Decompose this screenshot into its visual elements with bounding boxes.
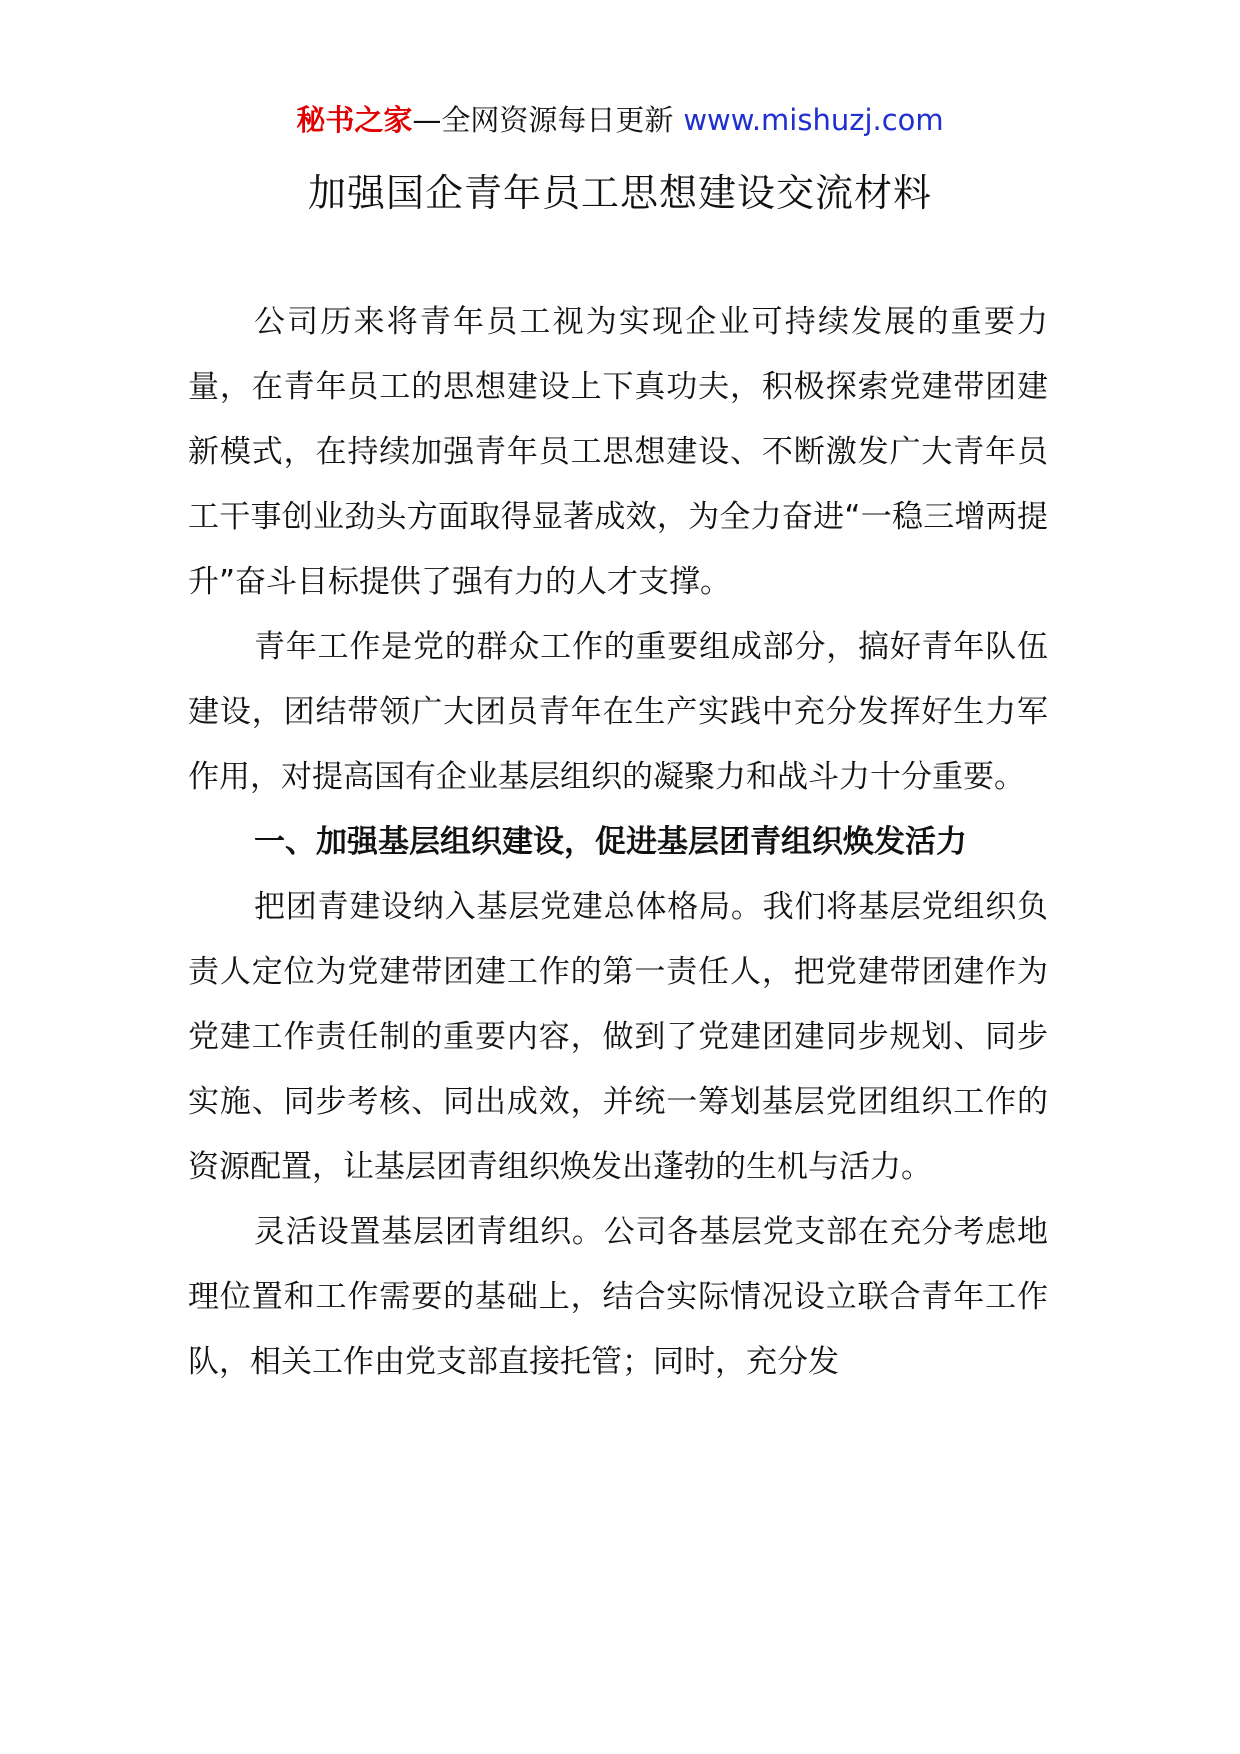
document-body [188, 290, 1048, 1395]
site-url-link[interactable]: www.mishuzj.com [683, 103, 944, 137]
intro-paragraph-2: 青年工作是党的群众工作的重要组成部分，搞好青年队伍建设，团结带领广大团员青年在生产实践中充分发挥好生力军作用，对提高国有企业基层组织的凝聚力和战斗力十分重要。 [188, 629, 1048, 795]
header-tagline: —全网资源每日更新 [412, 103, 674, 137]
document-title: 加强国企青年员工思想建设交流材料 [307, 171, 932, 215]
section1-paragraph-2: 灵活设置基层团青组织。公司各基层党支部在充分考虑地理位置和工作需要的基础上，结合实际情况设立联合青年工作队，相关工作由党支部直接托管；同时，充分发 [188, 1214, 1048, 1380]
brand-name: 秘书之家 [296, 103, 413, 137]
section1-paragraph-1: 把团青建设纳入基层党建总体格局。我们将基层党组织负责人定位为党建带团建工作的第一责任人，把党建带团建作为党建工作责任制的重要内容，做到了党建团建同步规划、同步实施、同步考核、同出成效，并统一筹划基层党团组织工作的资源配置，让基层团青组织焕发出蓬勃的生机与活力。 [188, 889, 1048, 1185]
section-heading-1: 一、加强基层组织建设，促进基层团青组织焕发活力 [254, 824, 967, 860]
intro-paragraph-1: 公司历来将青年员工视为实现企业可持续发展的重要力量，在青年员工的思想建设上下真功夫，积极探索党建带团建新模式，在持续加强青年员工思想建设、不断激发广大青年员工干事创业劲头方面取得显著成效，为全力奋进“一稳三增两提升”奋斗目标提供了强有力的人才支撑。 [188, 304, 1048, 600]
site-header [0, 100, 1240, 140]
